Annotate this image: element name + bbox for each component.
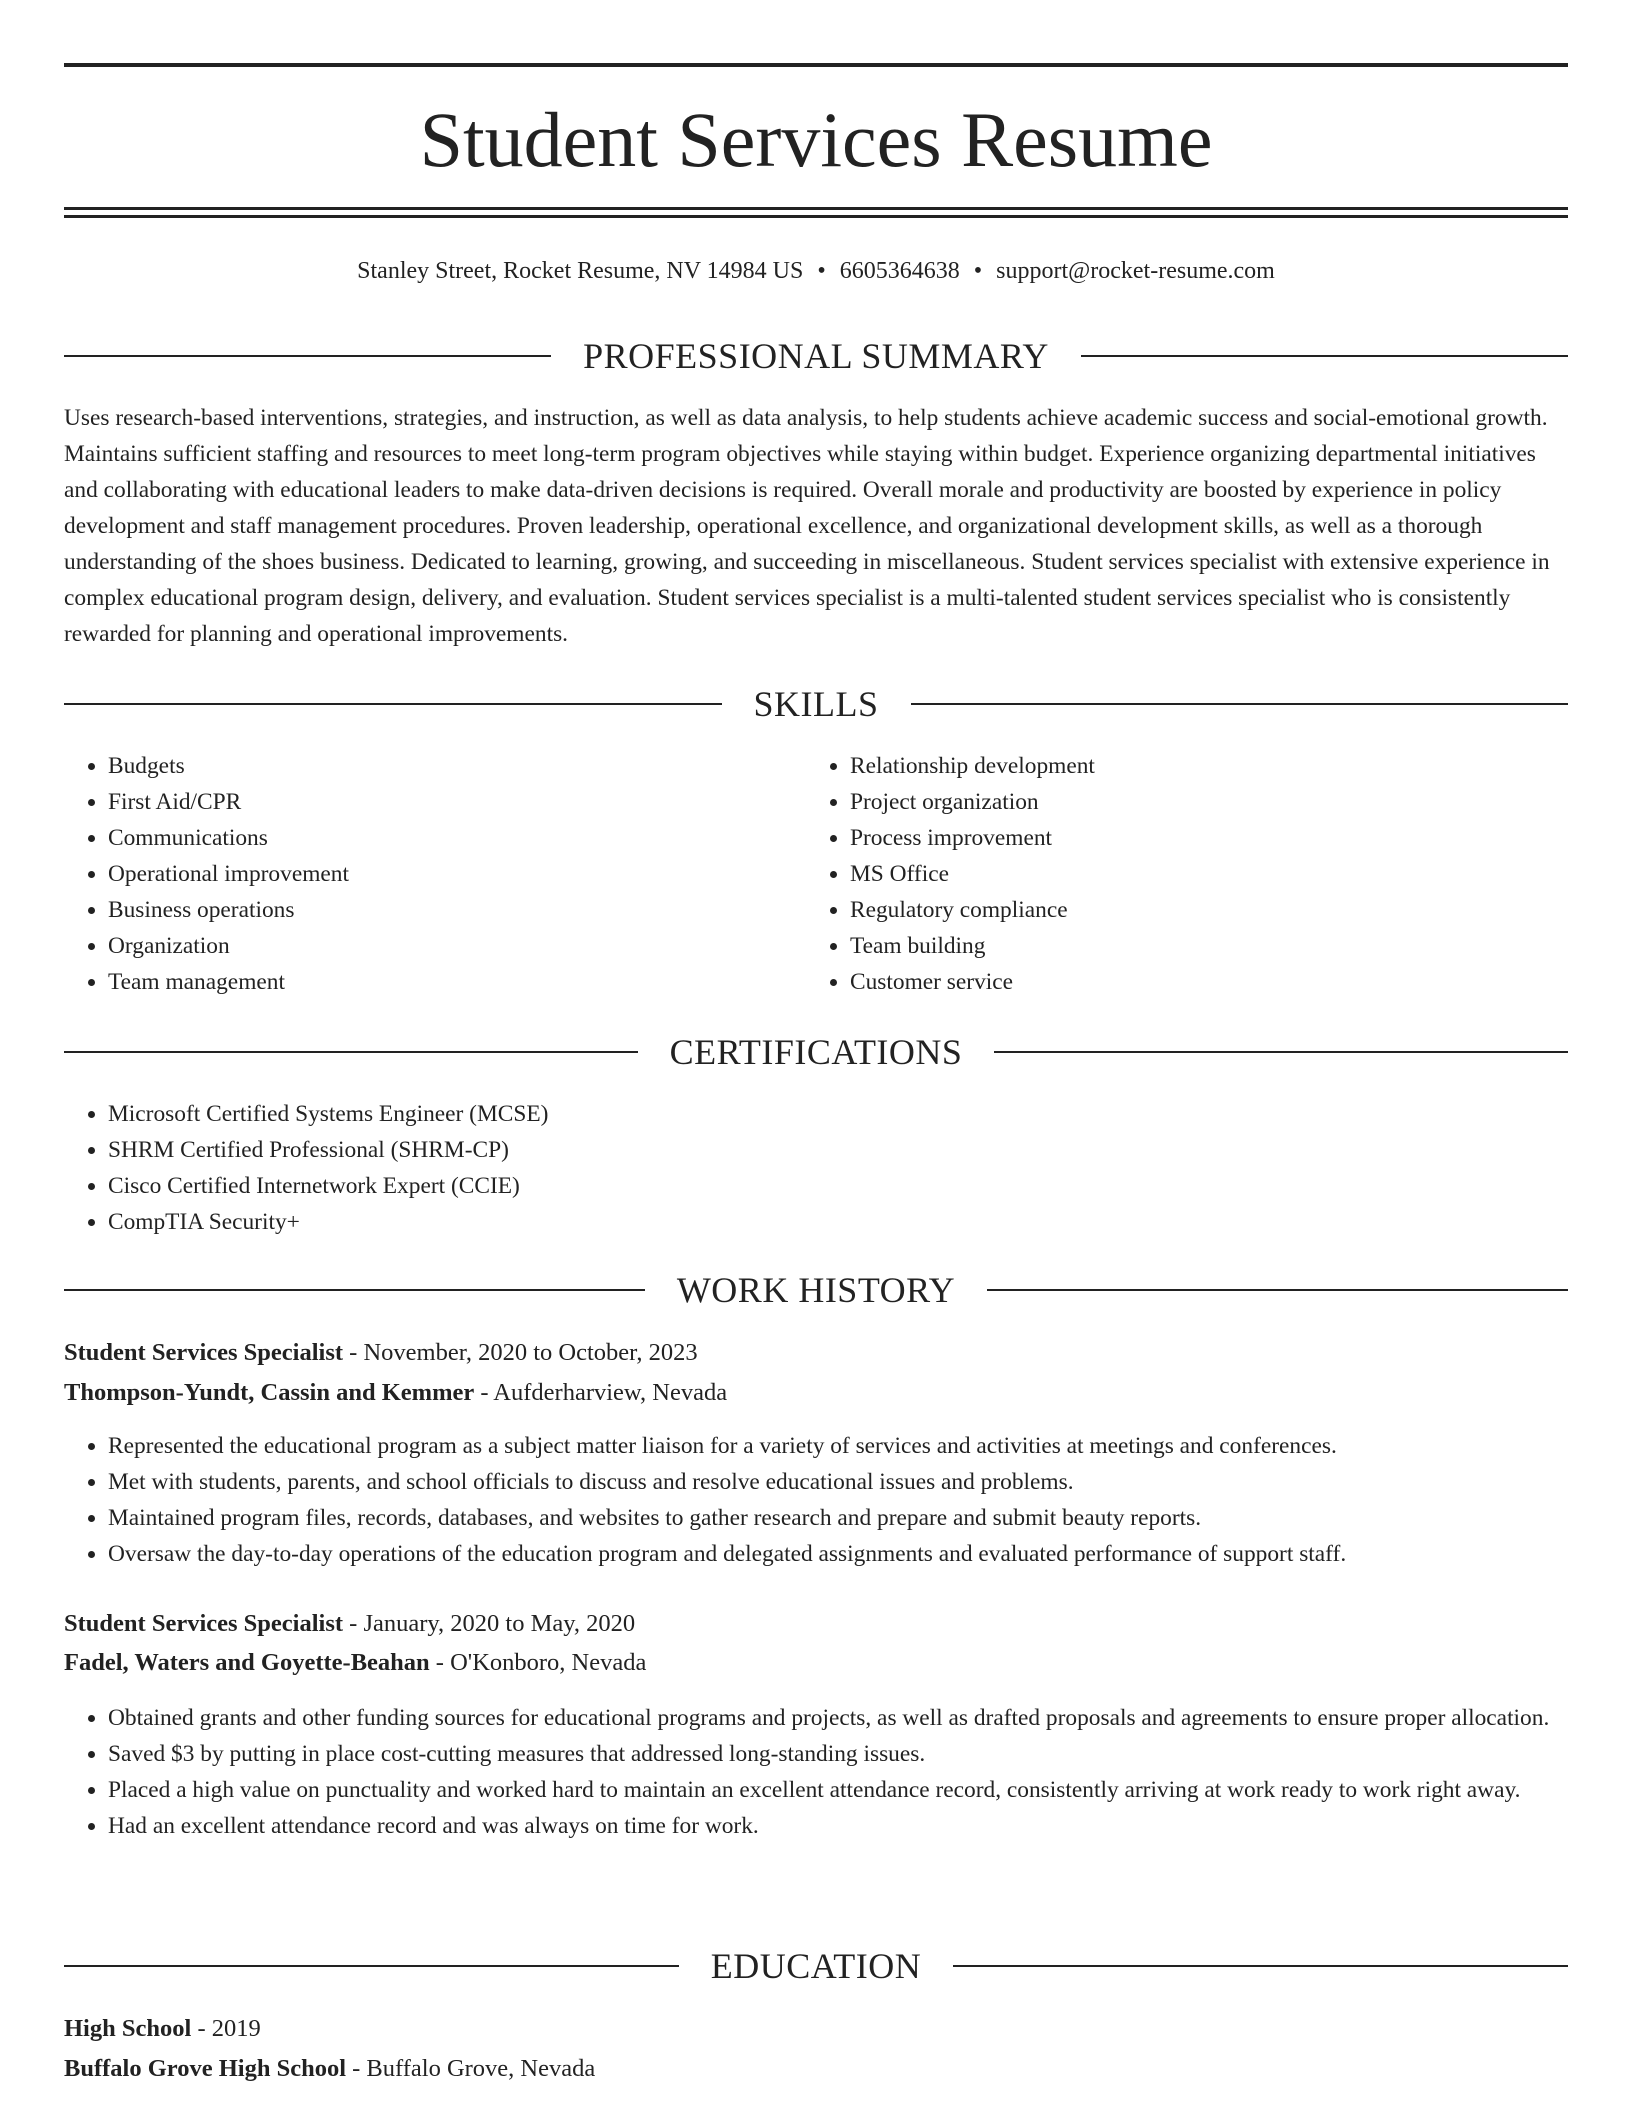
education-degree-line <box>64 2009 1568 2049</box>
job-company: Fadel, Waters and Goyette-Beahan <box>64 1649 430 1676</box>
skill-item: • Team management <box>108 964 804 1000</box>
contact-separator: • <box>973 258 983 284</box>
education-year: - 2019 <box>191 2015 261 2042</box>
education-section-header <box>64 1944 1568 1988</box>
job-duties <box>64 1428 1568 1572</box>
contact-line <box>64 254 1568 288</box>
section-rule-left <box>64 355 551 357</box>
skill-item: • MS Office <box>850 856 1568 892</box>
contact-address: Stanley Street, Rocket Resume, NV 14984 US <box>357 258 804 284</box>
job-location: - O'Konboro, Nevada <box>429 1649 647 1676</box>
section-rule-right <box>911 703 1569 705</box>
skill-item: • First Aid/CPR <box>108 784 804 820</box>
job-dates: - November, 2020 to October, 2023 <box>343 1339 698 1366</box>
education-school-line <box>64 2049 1568 2089</box>
skill-item: • Relationship development <box>850 748 1568 784</box>
job-duty-item: • Placed a high value on punctuality and worked hard to maintain an excellent attendance record, consistently arriving at work ready to work right away. <box>108 1772 1568 1808</box>
section-rule-left <box>64 1965 679 1967</box>
skill-item: • Process improvement <box>850 820 1568 856</box>
skill-item: • Operational improvement <box>108 856 804 892</box>
job-company: Thompson-Yundt, Cassin and Kemmer <box>64 1379 475 1406</box>
job-location: - Aufderharview, Nevada <box>474 1379 728 1406</box>
skill-item: • Business operations <box>108 892 804 928</box>
job-dates: - January, 2020 to May, 2020 <box>343 1610 636 1637</box>
title-rule-upper <box>64 207 1568 210</box>
skill-item: • Team building <box>850 928 1568 964</box>
job-duty-item: • Maintained program files, records, databases, and websites to gather research and prepare and submit beauty reports. <box>108 1500 1568 1536</box>
summary-heading: PROFESSIONAL SUMMARY <box>583 336 1049 376</box>
job-duty-item: • Represented the educational program as a subject matter liaison for a variety of services and activities at meetings and conferences. <box>108 1428 1568 1464</box>
job-duties <box>64 1700 1568 1844</box>
job-duty-item: • Obtained grants and other funding sources for educational programs and projects, as well as drafted proposals and agreements to ensure proper allocation. <box>108 1700 1568 1736</box>
job-duty-item: • Had an excellent attendance record and was always on time for work. <box>108 1808 1568 1844</box>
education-school: Buffalo Grove High School <box>64 2055 347 2082</box>
job-title-line <box>64 1604 1568 1644</box>
job-company-line <box>64 1643 1568 1683</box>
skill-item: • Regulatory compliance <box>850 892 1568 928</box>
certification-item: • SHRM Certified Professional (SHRM-CP) <box>108 1132 1568 1168</box>
education-heading: EDUCATION <box>710 1946 922 1986</box>
education-location: - Buffalo Grove, Nevada <box>346 2055 596 2082</box>
skill-item: • Project organization <box>850 784 1568 820</box>
job-duty-item: • Met with students, parents, and school officials to discuss and resolve educational issues and problems. <box>108 1464 1568 1500</box>
contact-email: support@rocket-resume.com <box>996 258 1275 284</box>
job-duty-item: • Saved $3 by putting in place cost-cutting measures that addressed long-standing issues. <box>108 1736 1568 1772</box>
skill-item: • Customer service <box>850 964 1568 1000</box>
certifications-heading: CERTIFICATIONS <box>669 1032 963 1072</box>
section-rule-left <box>64 1051 638 1053</box>
skills-section-header <box>64 682 1568 726</box>
education-degree: High School <box>64 2015 192 2042</box>
work-section-header <box>64 1268 1568 1312</box>
section-rule-right <box>1081 355 1568 357</box>
certification-item: • Cisco Certified Internetwork Expert (CCIE) <box>108 1168 1568 1204</box>
skills-heading: SKILLS <box>753 684 879 724</box>
section-rule-right <box>987 1289 1568 1291</box>
skills-column-left <box>64 748 804 1000</box>
contact-phone: 6605364638 <box>839 258 960 284</box>
certifications-list <box>64 1096 1568 1240</box>
skill-item: • Communications <box>108 820 804 856</box>
summary-text: Uses research-based interventions, strategies, and instruction, as well as data analysis, to help students achieve academic success and social-emotional growth. Maintains sufficient staffing and resources to meet long-term program objectives while staying within budget. Experience organizing departmental initiatives and collaborating with educational leaders to make data-driven decisions is required. Overall morale and productivity are boosted by experience in policy development and staff management procedures. Proven leadership, operational excellence, and organizational development skills, as well as a thorough understanding of the shoes business. Dedicated to learning, growing, and succeeding in miscellaneous. Student services specialist with extensive experience in complex educational program design, delivery, and evaluation. Student services specialist is a multi-talented student services specialist who is consistently rewarded for planning and operational improvements. <box>64 405 1550 647</box>
certifications-section-header <box>64 1030 1568 1074</box>
skill-item: • Budgets <box>108 748 804 784</box>
skill-item: • Organization <box>108 928 804 964</box>
summary-section-header <box>64 334 1568 378</box>
title-rule-lower <box>64 215 1568 218</box>
work-heading: WORK HISTORY <box>676 1270 956 1310</box>
job-title: Student Services Specialist <box>64 1339 344 1366</box>
job-duty-item: • Oversaw the day-to-day operations of the education program and delegated assignments and evaluated performance of support staff. <box>108 1536 1568 1572</box>
skills-column-right <box>806 748 1568 1000</box>
certification-item: • CompTIA Security+ <box>108 1204 1568 1240</box>
section-rule-right <box>994 1051 1568 1053</box>
job-title-line <box>64 1333 1568 1373</box>
certification-item: • Microsoft Certified Systems Engineer (MCSE) <box>108 1096 1568 1132</box>
section-rule-left <box>64 703 722 705</box>
job-company-line <box>64 1373 1568 1413</box>
top-rule <box>64 63 1568 67</box>
contact-separator: • <box>817 258 826 284</box>
job-title: Student Services Specialist <box>64 1610 344 1637</box>
section-rule-right <box>953 1965 1568 1967</box>
resume-title: Student Services Resume <box>419 96 1213 183</box>
section-rule-left <box>64 1289 645 1291</box>
